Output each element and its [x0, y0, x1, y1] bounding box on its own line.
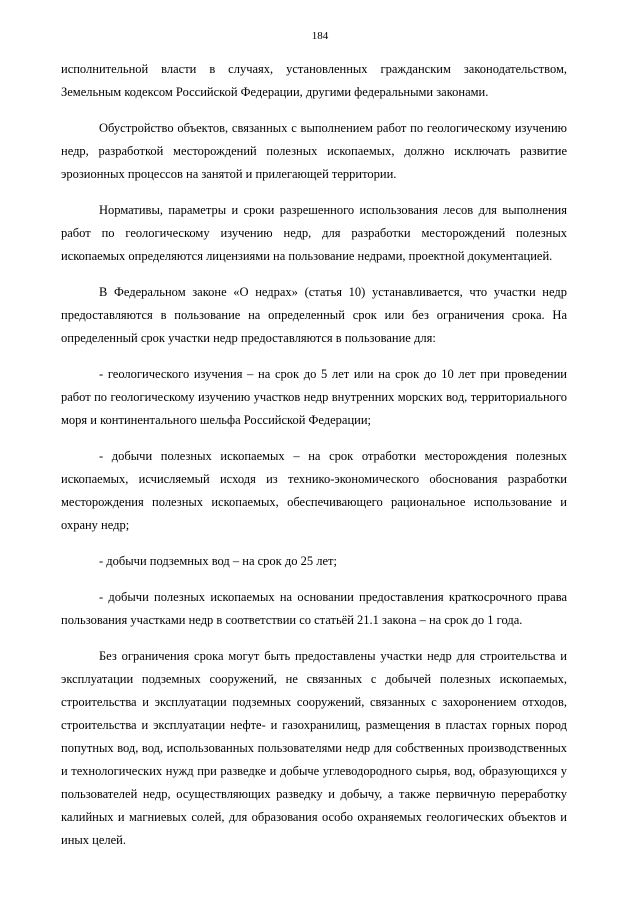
list-item-mineral-extraction: - добычи полезных ископаемых – на срок отработки месторождения полезных ископаемых, исчисляемый исходя из технико-экономического обоснования разработки месторождения полезных ископаемых, обеспечивающего рациональное использование и охрану недр; — [61, 449, 567, 532]
paragraph-continuation: исполнительной власти в случаях, установленных гражданским законодательством, Земельным кодексом Российской Федерации, другими федеральными законами. — [61, 62, 567, 99]
paragraph-forest-use-standards: Нормативы, параметры и сроки разрешенного использования лесов для выполнения работ по геологическому изучению недр, для разработки месторождений полезных ископаемых определяются лицензиями на пользование недрами, проектной документацией. — [61, 203, 567, 263]
paragraph-unlimited-term: Без ограничения срока могут быть предоставлены участки недр для строительства и эксплуатации подземных сооружений, не связанных с добычей полезных ископаемых, строительства и эксплуатации подземных сооружений, связанных с захоронением отходов, строительства и эксплуатации нефте- и газохранилищ, размещения в пластах горных пород попутных вод, вод, использованных пользователями недр для собственных производственных и технологических нужд при разведке и добыче углеводородного сырья, вод, образующихся у пользователей недр, осуществляющих разведку и добычу, а также первичную переработку калийных и магниевых солей, для образования особо охраняемых геологических объектов и иных целей. — [61, 649, 567, 847]
paragraph-subsoil-law-article-10: В Федеральном законе «О недрах» (статья 10) устанавливается, что участки недр предоставляются в пользование на определенный срок или без ограничения срока. На определенный срок участки недр предоставляются в пользование для: — [61, 285, 567, 345]
list-item-geological-study: - геологического изучения – на срок до 5 лет или на срок до 10 лет при проведении работ по геологическому изучению участков недр внутренних морских вод, территориального моря и континентального шельфа Российской Федерации; — [61, 367, 567, 427]
list-item-short-term-extraction: - добычи полезных ископаемых на основании предоставления краткосрочного права пользования участками недр в соответствии со статьёй 21.1 закона – на срок до 1 года. — [61, 590, 567, 627]
document-body — [61, 58, 567, 865]
page-number: 184 — [311, 30, 329, 42]
list-item-groundwater-extraction: - добычи подземных вод – на срок до 25 лет; — [99, 554, 337, 568]
paragraph-facility-arrangement: Обустройство объектов, связанных с выполнением работ по геологическому изучению недр, разработкой месторождений полезных ископаемых, должно исключать развитие эрозионных процессов на занятой и прилегающей территории. — [61, 121, 567, 181]
